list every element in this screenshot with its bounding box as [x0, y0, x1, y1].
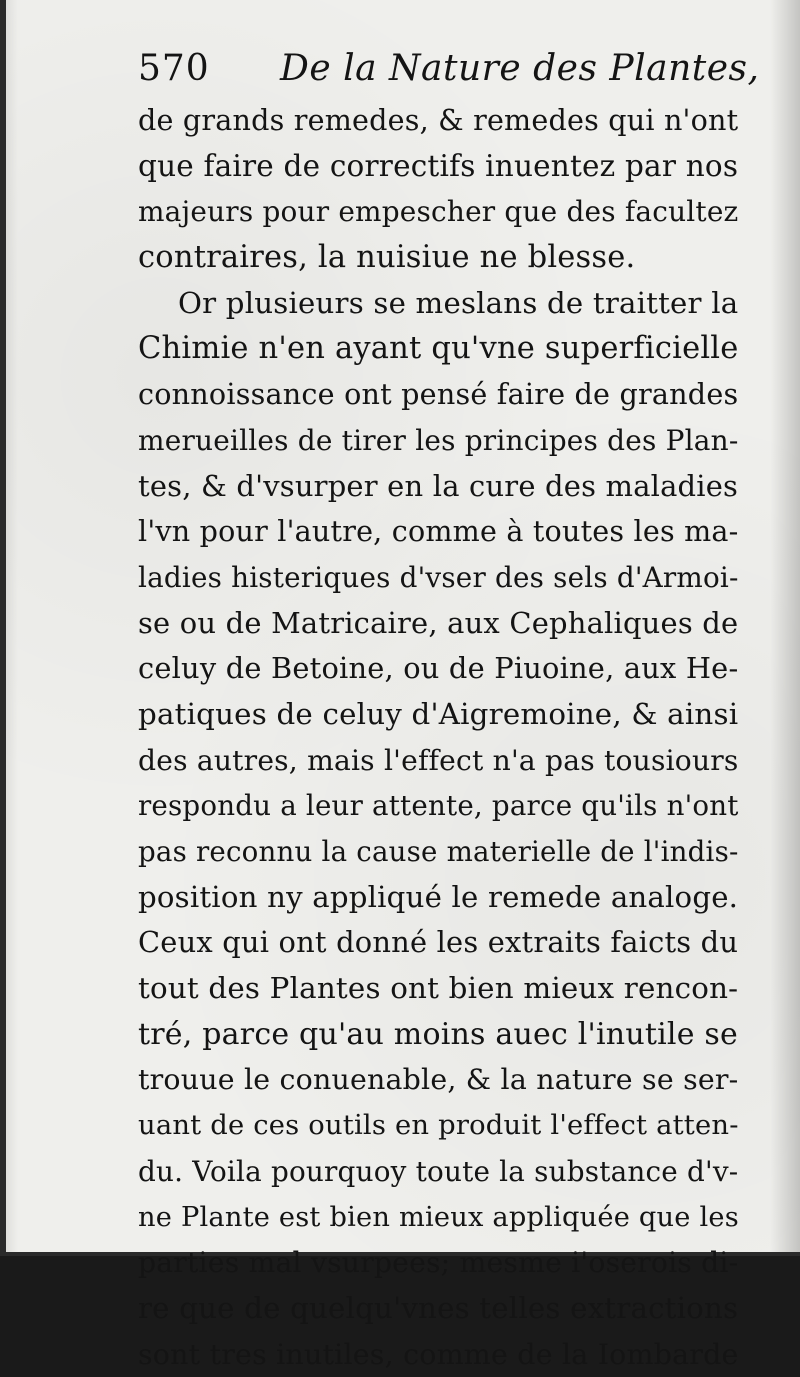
text-line: connoissance ont pensé faire de grandes: [138, 377, 739, 412]
text-line: contraires, la nuisiue ne blesse.: [138, 240, 636, 276]
text-line: position ny appliqué le remede analoge.: [138, 879, 739, 914]
text-line: tout des Plantes ont bien mieux rencon-: [138, 971, 739, 1006]
text-line: l'vn pour l'autre, comme à toutes les ma-: [138, 514, 739, 549]
text-line: du. Voila pourquoy toute la substance d'v-: [138, 1154, 739, 1188]
text-line: respondu a leur attente, parce qu'ils n'ont: [138, 789, 739, 823]
text-line: patiques de celuy d'Aigremoine, & ainsi: [138, 696, 739, 731]
text-line: uant de ces outils en produit l'effect atten-: [138, 1110, 739, 1142]
paragraph-start-line: Or plusieurs se meslans de traitter la: [178, 285, 739, 320]
text-line: re que de quelqu'vnes telles extractions: [138, 1290, 739, 1325]
text-line: se ou de Matricaire, aux Cephaliques de: [138, 605, 739, 640]
text-line: Ceux qui ont donné les extraits faicts du: [138, 925, 739, 960]
text-line: parties mal vsurpees; mesme i'oserois di-: [138, 1246, 739, 1280]
text-line: sont tres inutiles, comme de la Iombarde: [138, 1337, 739, 1371]
text-line: celuy de Betoine, ou de Piuoine, aux He-: [138, 651, 739, 686]
page-left-edge: [0, 0, 6, 1256]
running-title: De la Nature des Plantes,: [280, 48, 760, 89]
text-line: tré, parce qu'au moins auec l'inutile se: [138, 1016, 738, 1052]
text-line: trouue le conuenable, & la nature se ser-: [138, 1063, 739, 1097]
text-line: des autres, mais l'effect n'a pas tousiours: [138, 743, 739, 777]
text-line: que faire de correctifs inuentez par nos: [138, 148, 739, 183]
body-text: [138, 98, 738, 1377]
text-line: pas reconnu la cause materielle de l'indis-: [138, 835, 739, 868]
text-line: de grands remedes, & remedes qui n'ont: [138, 103, 739, 137]
text-line: tes, & d'vsurper en la cure des maladies: [138, 468, 739, 503]
text-line: Chimie n'en ayant qu'vne superficielle: [138, 331, 739, 367]
text-line: ladies histeriques d'vser des sels d'Armoi-: [138, 560, 739, 594]
text-line: majeurs pour empescher que des facultez: [138, 195, 739, 229]
running-head: [138, 44, 760, 94]
text-line: ne Plante est bien mieux appliquée que les: [138, 1201, 739, 1233]
text-line: merueilles de tirer les principes des Plan-: [138, 423, 739, 457]
page-number: 570: [138, 48, 210, 89]
